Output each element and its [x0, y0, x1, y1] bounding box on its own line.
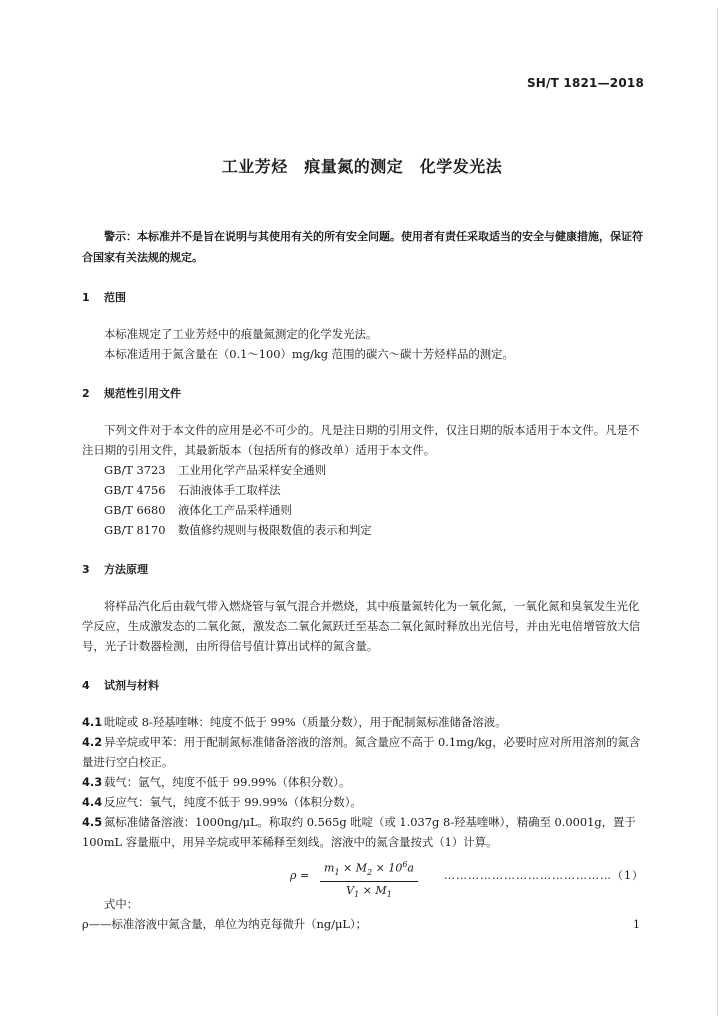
symbol-m: m [324, 861, 335, 875]
symbol-M: × M [339, 861, 368, 875]
section-heading-normative-references [82, 384, 644, 404]
clause-number: 4.3 [82, 775, 103, 789]
formula-numerator [320, 856, 418, 882]
clause-item [82, 712, 644, 732]
subscript: 2 [367, 867, 373, 877]
reference-item [82, 520, 644, 540]
reference-code: GB/T 6680 [104, 503, 166, 517]
paragraph: 下列文件对于本文件的应用是必不可少的。凡是注日期的引用文件，仅注日期的版本适用于本文件。凡是不注日期的引用文件，其最新版本（包括所有的修改单）适用于本文件。 [82, 423, 640, 457]
subscript: 1 [334, 867, 340, 877]
clause-item [82, 732, 644, 772]
clause-item [82, 772, 644, 792]
document-body [82, 226, 644, 934]
clause-number: 4.4 [82, 795, 103, 809]
section-title: 范围 [104, 291, 126, 304]
symbol-a: a [407, 861, 414, 875]
clause-number: 4.1 [82, 715, 103, 729]
section-title: 方法原理 [104, 563, 148, 576]
reference-title: 液体化工产品采样通则 [178, 503, 292, 517]
equation-number: （1） [612, 869, 644, 882]
section-number: 4 [82, 679, 90, 692]
section-heading-reagents [82, 676, 644, 696]
reference-code: GB/T 8170 [104, 523, 166, 537]
formula-denominator [320, 882, 418, 903]
section-heading-scope [82, 288, 644, 308]
formula-number [444, 866, 644, 886]
formula-lhs: ρ = [290, 869, 310, 882]
formula-1 [82, 854, 644, 900]
subscript: 1 [354, 890, 360, 900]
clause-text: 反应气：氧气，纯度不低于 99.99%（体积分数）。 [104, 795, 362, 809]
reference-item [82, 480, 644, 500]
section-title: 规范性引用文件 [104, 387, 181, 400]
clause-text: 氮标准储备溶液：1000ng/μL。称取约 0.565g 吡啶（或 1.037g 8-羟基喹啉），精确至 0.0001g，置于 100mL 容量瓶中，用异辛烷或甲苯稀释至刻线。溶液中的氮含量按式（1）计算。 [82, 815, 636, 849]
clause-item [82, 792, 644, 812]
clause-text: 载气：氩气，纯度不低于 99.99%（体积分数）。 [104, 775, 351, 789]
reference-item [82, 460, 644, 480]
section-heading-principle [82, 560, 644, 580]
section-number: 3 [82, 563, 90, 576]
section-title: 试剂与材料 [104, 679, 159, 692]
page-number: 1 [633, 918, 640, 931]
reference-title: 数值修约规则与极限数值的表示和判定 [178, 523, 372, 537]
power-of-ten: × 10 [372, 861, 403, 875]
reference-title: 石油液体手工取样法 [178, 483, 281, 497]
standard-code: SH/T 1821—2018 [526, 76, 644, 90]
reference-item [82, 500, 644, 520]
clause-text: 吡啶或 8-羟基喹啉：纯度不低于 99%（质量分数），用于配制氮标准储备溶液。 [104, 715, 507, 729]
paragraph: 本标准规定了工业芳烃中的痕量氮测定的化学发光法。 [104, 327, 378, 341]
paragraph: 本标准适用于氮含量在（0.1～100）mg/kg 范围的碳六～碳十芳烃样品的测定。 [104, 347, 514, 361]
leader-dots: …………………………………… [444, 869, 612, 882]
document-title: 工业芳烃 痕量氮的测定 化学发光法 [221, 157, 503, 176]
variable-definition: ρ——标准溶液中氮含量，单位为纳克每微升（ng/μL）； [82, 917, 368, 931]
subscript: 1 [386, 890, 392, 900]
safety-warning: 警示：本标准并不是旨在说明与其使用有关的所有安全问题。使用者有责任采取适当的安全与健康措施，保证符合国家有关法规的规定。 [82, 230, 643, 264]
symbol-V: V [346, 883, 355, 897]
reference-title: 工业用化学产品采样安全通则 [178, 463, 327, 477]
formula-fraction [290, 856, 418, 903]
symbol-M: × M [359, 883, 387, 897]
clause-text: 异辛烷或甲苯：用于配制氮标准储备溶液的溶剂。氮含量应不高于 0.1mg/kg，必要时应对所用溶剂的氮含量进行空白校正。 [82, 735, 641, 769]
clause-item [82, 812, 644, 852]
clause-number: 4.2 [82, 735, 103, 749]
where-label: 式中： [104, 897, 139, 911]
reference-code: GB/T 4756 [104, 483, 166, 497]
paragraph: 将样品汽化后由载气带入燃烧管与氧气混合并燃烧，其中痕量氮转化为一氧化氮，一氧化氮和臭氧发生光化学反应，生成激发态的二氧化氮，激发态二氧化氮跃迁至基态二氧化氮时释放出光信号，并由光电倍增管放大信号，光子计数器检测，由所得信号值计算出试样的氮含量。 [82, 599, 641, 653]
exponent: 6 [402, 860, 408, 869]
section-number: 2 [82, 387, 90, 400]
section-number: 1 [82, 291, 90, 304]
reference-code: GB/T 3723 [104, 463, 166, 477]
clause-number: 4.5 [82, 815, 103, 829]
